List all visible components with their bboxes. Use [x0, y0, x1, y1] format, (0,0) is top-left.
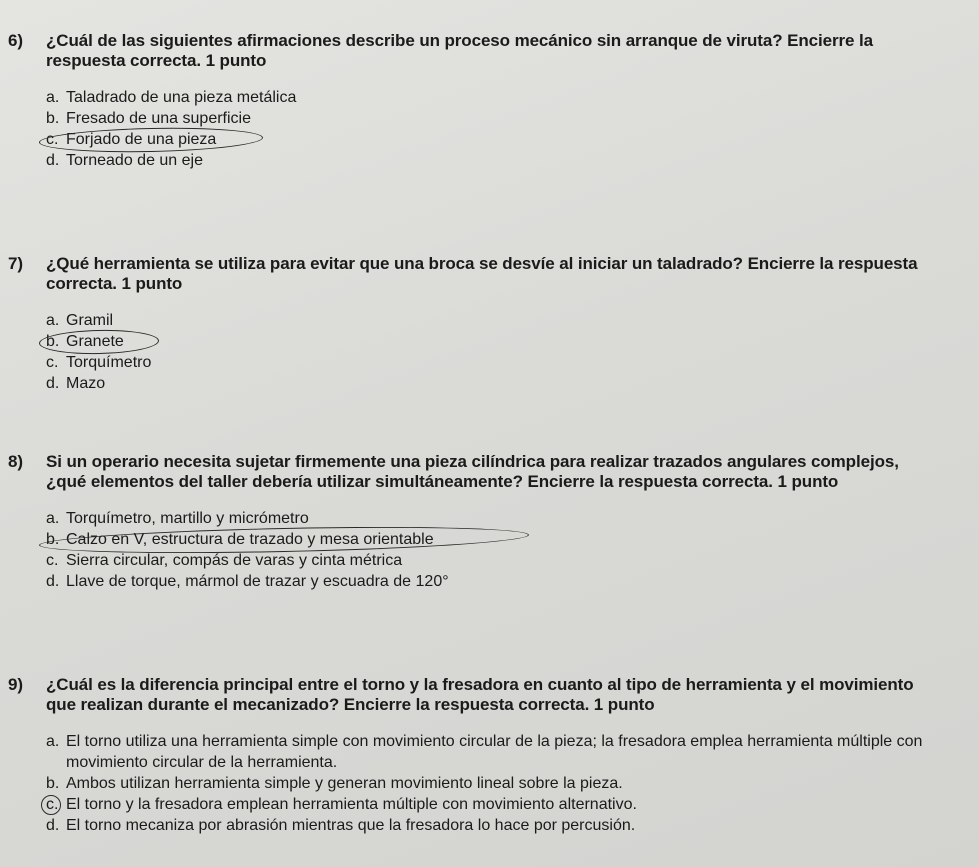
question-number: 8)	[8, 452, 23, 471]
option-text: Forjado de una pieza	[66, 131, 217, 148]
option-letter: d.	[46, 817, 60, 834]
question-number: 7)	[8, 254, 23, 273]
question-6	[8, 31, 948, 171]
option-letter: c.	[46, 131, 59, 148]
option-d[interactable]	[46, 571, 928, 592]
option-letter: a.	[46, 733, 60, 750]
option-text: El torno utiliza una herramienta simple con movimiento circular de la pieza; la fresadora emplea herramienta múltiple con movimiento circular de la herramienta.	[66, 733, 923, 771]
option-letter: a.	[46, 89, 60, 106]
option-letter: d.	[46, 573, 60, 590]
option-letter: c.	[46, 552, 59, 569]
option-a[interactable]	[46, 731, 928, 773]
question-text: ¿Cuál es la diferencia principal entre el torno y la fresadora en cuanto al tipo de herramienta y el movimiento que realizan durante el mecanizado? Encierre la respuesta correcta. 1 punto	[46, 675, 914, 714]
option-a[interactable]	[46, 87, 948, 108]
option-b[interactable]	[46, 108, 948, 129]
option-text: Fresado de una superficie	[66, 110, 251, 127]
question-8	[8, 452, 928, 592]
option-d[interactable]	[46, 815, 928, 836]
option-d[interactable]	[46, 150, 948, 171]
option-text: Torneado de un eje	[66, 152, 203, 169]
question-text: Si un operario necesita sujetar firmemente una pieza cilíndrica para realizar trazados angulares complejos, ¿qué elementos del taller debería utilizar simultáneamente? Encierre la respuesta correcta. 1 punto	[46, 452, 899, 491]
option-text: Taladrado de una pieza metálica	[66, 89, 297, 106]
option-a[interactable]	[46, 508, 928, 529]
question-number: 6)	[8, 31, 23, 50]
option-text: El torno y la fresadora emplean herramienta múltiple con movimiento alternativo.	[66, 796, 637, 813]
option-text: Torquímetro	[66, 354, 152, 371]
question-text: ¿Cuál de las siguientes afirmaciones describe un proceso mecánico sin arranque de viruta? Encierre la respuesta correcta. 1 punto	[46, 31, 873, 70]
option-c[interactable]	[46, 352, 948, 373]
option-text: Sierra circular, compás de varas y cinta métrica	[66, 552, 403, 569]
option-text: El torno mecaniza por abrasión mientras que la fresadora lo hace por percusión.	[66, 817, 636, 834]
option-letter: b.	[46, 531, 60, 548]
option-letter: a.	[46, 312, 60, 329]
option-letter: b.	[46, 775, 60, 792]
option-b[interactable]	[46, 773, 928, 794]
option-letter: c.	[46, 354, 59, 371]
option-text: Torquímetro, martillo y micrómetro	[66, 510, 309, 527]
question-header	[8, 254, 948, 294]
option-letter: d.	[46, 375, 60, 392]
option-letter: c.	[46, 794, 66, 815]
option-text: Calzo en V, estructura de trazado y mesa orientable	[66, 531, 434, 548]
question-header	[8, 31, 948, 71]
question-header	[8, 675, 928, 715]
option-a[interactable]	[46, 310, 948, 331]
option-text: Gramil	[66, 312, 114, 329]
option-letter: b.	[46, 110, 60, 127]
option-letter: d.	[46, 152, 60, 169]
answer-options	[46, 87, 948, 171]
option-c-circled-answer[interactable]	[46, 129, 948, 150]
option-text: Granete	[66, 333, 124, 350]
option-c[interactable]	[46, 550, 928, 571]
option-b-circled-answer[interactable]	[46, 331, 948, 352]
option-c-circled-answer[interactable]	[46, 794, 928, 815]
option-b-circled-answer[interactable]	[46, 529, 928, 550]
question-header	[8, 452, 928, 492]
option-d[interactable]	[46, 373, 948, 394]
question-text: ¿Qué herramienta se utiliza para evitar que una broca se desvíe al iniciar un taladrado? Encierre la respuesta correcta. 1 punto	[46, 254, 918, 293]
option-text: Llave de torque, mármol de trazar y escuadra de 120°	[66, 573, 449, 590]
question-number: 9)	[8, 675, 23, 694]
answer-options	[46, 310, 948, 394]
question-9	[8, 675, 928, 836]
option-letter: a.	[46, 510, 60, 527]
answer-options	[46, 731, 928, 836]
question-7	[8, 254, 948, 394]
option-text: Ambos utilizan herramienta simple y generan movimiento lineal sobre la pieza.	[66, 775, 623, 792]
answer-options	[46, 508, 928, 592]
option-text: Mazo	[66, 375, 106, 392]
option-letter: b.	[46, 333, 60, 350]
